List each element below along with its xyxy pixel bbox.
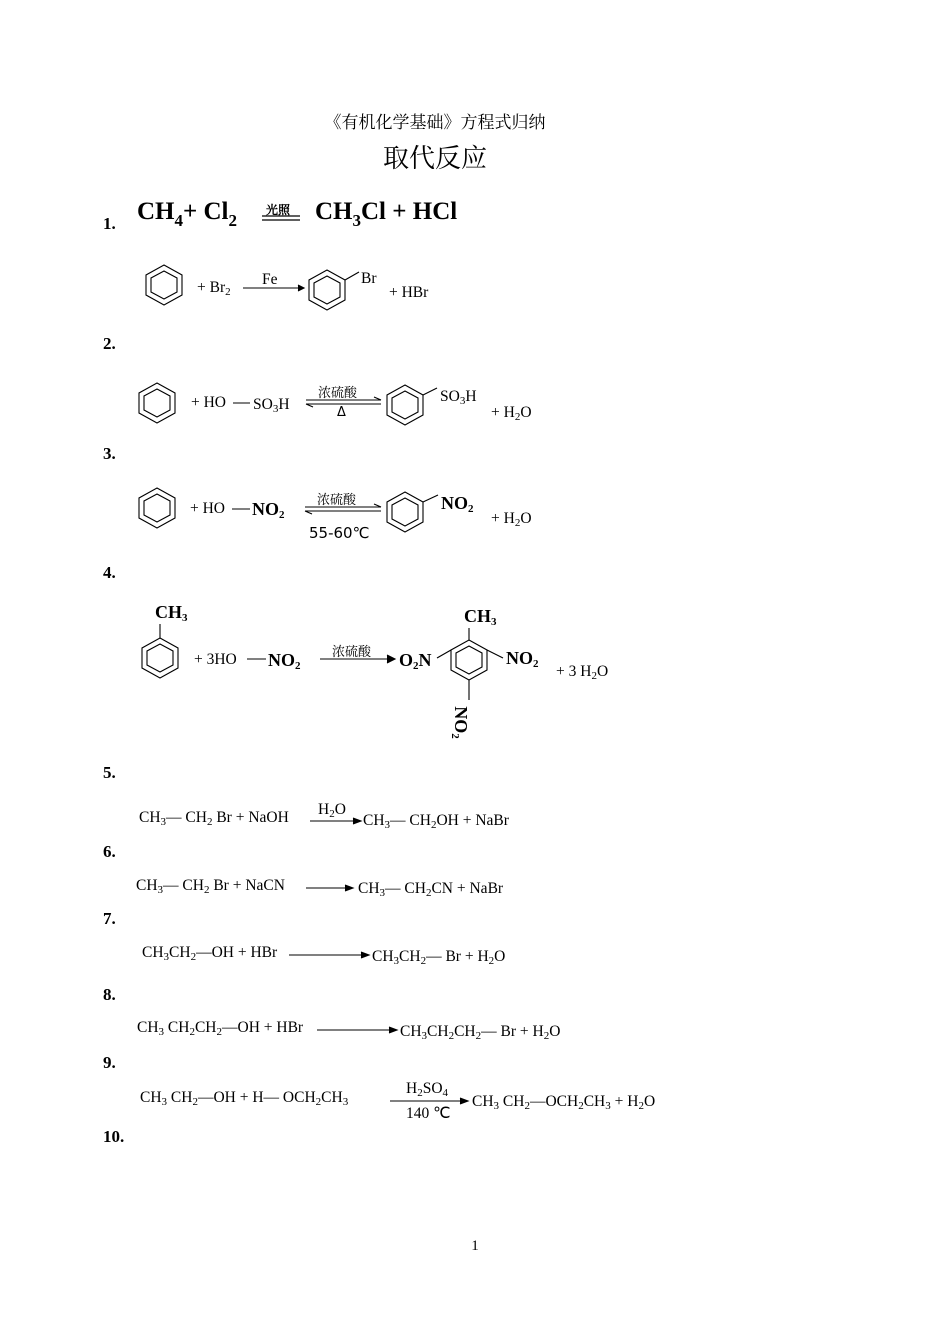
equation-9-products: $CH_3CH_2CH_2—$ $Br + H_2O$ <box>400 1023 561 1042</box>
nitrobenzene-ring-icon <box>387 492 438 532</box>
equation-10-condition-bottom: 140 ℃ <box>406 1105 451 1122</box>
benzene-ring-icon <box>139 488 175 528</box>
equation-2-condition: Fe <box>262 271 278 288</box>
benzene-ring-icon <box>139 383 175 423</box>
equation-number-1: 1. <box>103 214 116 233</box>
equation-4-product-group: $NO_2$ <box>441 493 474 515</box>
equation-5-methyl: $CH_3$ <box>155 602 188 624</box>
equation-number-7: 7. <box>103 909 116 928</box>
equation-number-4: 4. <box>103 563 116 582</box>
reaction-arrow-icon <box>317 1027 397 1033</box>
equation-3-product-group: $SO_3H$ <box>440 388 477 407</box>
benzene-ring-icon <box>146 265 182 305</box>
equation-6-condition: $H_2O$ <box>318 801 346 820</box>
reaction-arrow-icon <box>289 952 369 958</box>
equation-number-5: 5. <box>103 763 116 782</box>
bromobenzene-ring-icon <box>309 270 359 310</box>
equation-10-products: $CH_3$ $CH_2—OCH_2CH_3 + H_2O$ <box>472 1093 656 1112</box>
equation-1-reactants: $CH_4+ Cl_2$ <box>137 198 237 230</box>
equation-number-3: 3. <box>103 444 116 463</box>
equation-3-sulfonic-group: $SO_3H$ <box>253 396 290 415</box>
document-title: 《有机化学基础》方程式归纳 <box>324 113 546 133</box>
tnt-ring-icon <box>437 628 503 700</box>
equation-5-product-methyl: $CH_3$ <box>464 606 497 628</box>
equation-3-water: + $H_2O$ <box>491 404 532 423</box>
equation-5-reagent: + 3HO <box>194 651 237 668</box>
equation-8-products: $CH_3CH_2—$ $Br + H_2O$ <box>372 948 506 967</box>
equation-6-reactants: $CH_3—$ $CH_2$ Br + NaOH <box>139 809 289 828</box>
equation-number-8: 8. <box>103 985 116 1004</box>
equation-3-condition-top: 浓硫酸 <box>318 386 358 401</box>
equation-4-condition-top: 浓硫酸 <box>317 493 357 508</box>
equation-1-condition: 光照 <box>266 203 291 217</box>
equation-4-condition-bottom: 55-60℃ <box>309 524 370 542</box>
benzenesulfonic-acid-ring-icon <box>387 385 437 425</box>
equation-1-products: $CH_3Cl$ + HCl <box>315 198 458 230</box>
equation-3-condition-bottom: Δ <box>337 405 346 420</box>
equation-number-9: 9. <box>103 1053 116 1072</box>
equation-number-10: 10. <box>103 1127 125 1146</box>
equation-5-nitro-group: $NO_2$ <box>268 650 301 672</box>
equation-7-products: $CH_3—$ $CH_2CN$ + NaBr <box>358 880 504 899</box>
toluene-ring-icon <box>142 624 178 678</box>
page-number: 1 <box>471 1238 479 1254</box>
equation-5-right-nitro: $NO_2$ <box>506 648 539 670</box>
equation-5-condition: 浓硫酸 <box>332 645 372 660</box>
equation-8-reactants: $CH_3CH_2—OH$ + HBr <box>142 944 278 963</box>
equation-number-6: 6. <box>103 842 116 861</box>
equation-2-product: + HBr <box>389 284 429 301</box>
equation-4-water: + $H_2O$ <box>491 510 532 529</box>
equation-3-reagent: + HO <box>191 394 227 411</box>
equation-5-left-nitro: $O_2N$ <box>399 650 432 672</box>
equation-10-reactants: $CH_3$ $CH_2—OH$ + H— $OCH_2CH_3$ <box>140 1089 349 1108</box>
equation-10-condition-top: $H_2SO_4$ <box>406 1080 449 1099</box>
equation-2-substituent: Br <box>361 270 377 287</box>
equation-4-nitro-group: $NO_2$ <box>252 499 285 521</box>
equation-number-2: 2. <box>103 334 116 353</box>
equation-7-reactants: $CH_3—$ $CH_2$ Br + NaCN <box>136 877 285 896</box>
equation-6-products: $CH_3—$ $CH_2OH$ + NaBr <box>363 812 509 831</box>
equation-5-water: + 3 $H_2O$ <box>556 663 609 682</box>
equation-2-reagent: + $Br_2$ <box>197 279 231 298</box>
section-title: 取代反应 <box>382 144 487 174</box>
equation-4-reagent: + HO <box>190 500 226 517</box>
equation-9-reactants: $CH_3$ $CH_2CH_2—OH$ + HBr <box>137 1019 304 1038</box>
reaction-arrow-icon <box>306 885 353 891</box>
equation-5-bottom-nitro: $NO_2$ <box>448 706 471 739</box>
